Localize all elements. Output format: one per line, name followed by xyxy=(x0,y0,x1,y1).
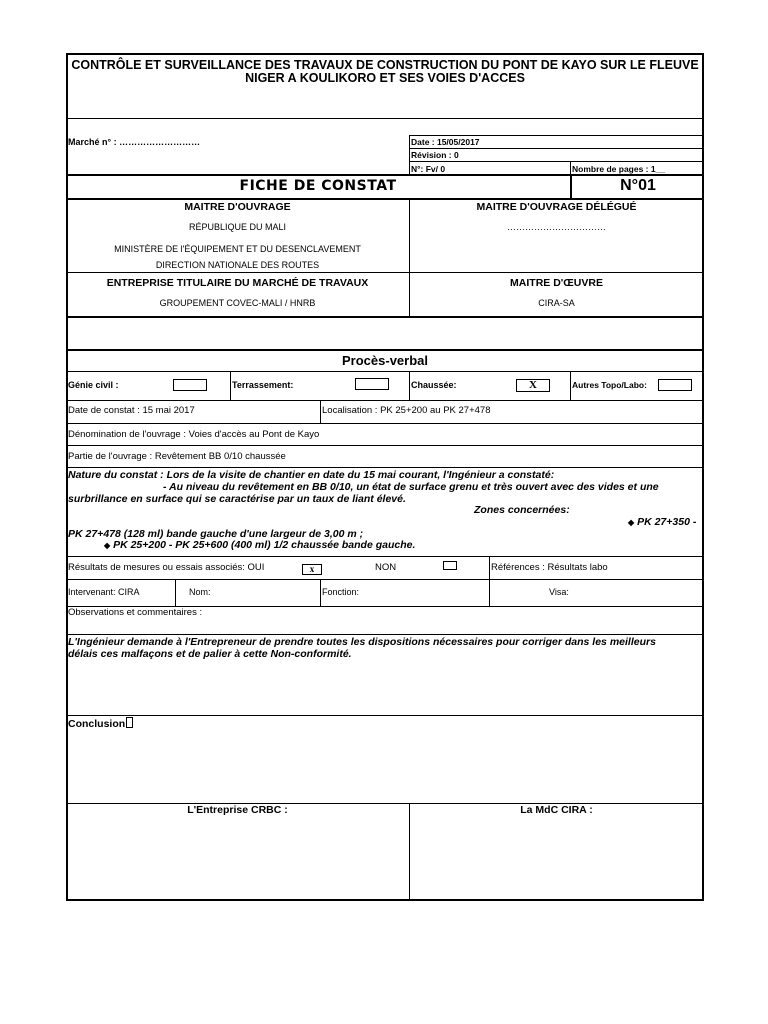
localisation: Localisation : PK 25+200 au PK 27+478 xyxy=(322,405,491,416)
divider xyxy=(230,371,231,401)
entreprise-value: GROUPEMENT COVEC-MALI / HNRB xyxy=(159,298,316,308)
divider xyxy=(320,400,321,424)
divider xyxy=(66,316,704,318)
placeholder-box-icon xyxy=(126,717,133,728)
divider xyxy=(409,135,410,175)
resultats-label: Résultats de mesures ou essais associés: OUI xyxy=(68,562,265,573)
marche-number: Marché n° : ……………………… xyxy=(68,137,201,147)
observations-label: Observations et commentaires : xyxy=(68,607,203,618)
divider xyxy=(409,135,704,136)
divider xyxy=(66,349,704,351)
conclusion-label-text: Conclusion xyxy=(68,718,126,730)
nature-constat-intro: Nature du constat : Lors de la visite de chantier en date du 15 mai courant, l'Ingénieur a constaté: xyxy=(68,469,555,481)
proces-verbal-title: Procès-verbal xyxy=(342,353,428,368)
terrassement-label: Terrassement: xyxy=(232,380,294,390)
signature-mdc: La MdC CIRA : xyxy=(520,804,593,816)
divider xyxy=(66,400,704,401)
partie-ouvrage: Partie de l'ouvrage : Revêtement BB 0/10 chaussée xyxy=(68,451,286,462)
divider xyxy=(66,634,704,635)
divider xyxy=(66,423,704,424)
terrassement-checkbox[interactable] xyxy=(355,378,389,390)
divider xyxy=(409,148,704,149)
divider xyxy=(320,579,321,607)
document-date: Date : 15/05/2017 xyxy=(411,137,480,147)
maitre-ouvrage-direction: DIRECTION NATIONALE DES ROUTES xyxy=(155,260,320,270)
zone-1-start-text: PK 27+350 - xyxy=(637,516,697,528)
fiche-title: FICHE DE CONSTAT xyxy=(239,178,397,194)
nature-constat-detail-cont: surbrillance en surface qui se caractérise par un taux de liant élevé. xyxy=(68,493,406,505)
genie-civil-checkbox[interactable] xyxy=(173,379,207,391)
autres-topo-labo-label: Autres Topo/Labo: xyxy=(572,380,647,390)
divider xyxy=(409,161,704,162)
oui-checkbox[interactable]: x xyxy=(302,564,322,575)
zone-1-detail: PK 27+478 (128 ml) bande gauche d'une largeur de 3,00 m ; xyxy=(68,528,364,540)
date-constat: Date de constat : 15 mai 2017 xyxy=(68,405,195,416)
document-title-line1: CONTRÔLE ET SURVEILLANCE DES TRAVAUX DE CONSTRUCTION DU PONT DE KAYO SUR LE FLEUVE xyxy=(71,58,699,72)
nom-label: Nom: xyxy=(189,587,211,597)
observations-text-line2: délais ces malfaçons et de palier à cette Non-conformité. xyxy=(68,648,352,660)
maitre-oeuvre-value: CIRA-SA xyxy=(538,298,575,308)
diamond-bullet-icon: ◆ xyxy=(104,541,111,550)
diamond-bullet-icon: ◆ xyxy=(628,518,635,527)
divider xyxy=(66,467,704,468)
conclusion-label xyxy=(68,717,133,730)
observations-text-line1: L'Ingénieur demande à l'Entrepreneur de prendre toutes les dispositions nécessaires pour corriger dans les meilleurs xyxy=(68,636,656,648)
document-number: N°: Fv/ 0 xyxy=(411,164,446,174)
non-label: NON xyxy=(375,562,397,573)
divider xyxy=(66,174,704,176)
page-count: Nombre de pages : 1__ xyxy=(572,164,666,174)
divider xyxy=(570,371,571,401)
divider xyxy=(66,556,704,557)
entreprise-title: ENTREPRISE TITULAIRE DU MARCHÉ DE TRAVAUX xyxy=(106,277,369,289)
references: Références : Résultats labo xyxy=(491,562,608,573)
zones-concernees-label: Zones concernées: xyxy=(474,504,570,516)
maitre-ouvrage-ministry: MINISTÈRE DE l'ÉQUIPEMENT ET DU DESENCLAVEMENT xyxy=(114,244,361,254)
genie-civil-label: Génie civil : xyxy=(68,380,119,390)
divider xyxy=(409,803,410,900)
zone-1-start xyxy=(628,516,696,528)
divider xyxy=(66,118,704,119)
divider xyxy=(66,198,704,200)
fonction-label: Fonction: xyxy=(322,587,360,597)
chaussee-label: Chaussée: xyxy=(411,380,457,390)
signature-entreprise: L'Entreprise CRBC : xyxy=(187,804,288,816)
maitre-ouvrage-title: MAITRE D'OUVRAGE xyxy=(184,201,291,213)
document-title-line2: NIGER A KOULIKORO ET SES VOIES D'ACCES xyxy=(245,71,525,85)
divider xyxy=(66,371,704,372)
divider xyxy=(66,272,704,273)
divider xyxy=(66,445,704,446)
divider xyxy=(409,371,410,401)
maitre-ouvrage-delegue-title: MAITRE D'OUVRAGE DÉLÉGUÉ xyxy=(476,201,637,213)
nature-constat-detail: - Au niveau du revêtement en BB 0/10, un état de surface grenu et très ouvert avec des vides et une xyxy=(163,481,659,493)
maitre-ouvrage-delegue-value: …………………………… xyxy=(507,222,606,232)
maitre-ouvrage-country: RÉPUBLIQUE DU MALI xyxy=(188,222,287,232)
divider xyxy=(66,715,704,716)
intervenant: Intervenant: CIRA xyxy=(68,587,140,597)
non-checkbox[interactable] xyxy=(443,561,457,570)
autres-topo-labo-checkbox[interactable] xyxy=(658,379,692,391)
divider xyxy=(175,579,176,607)
divider xyxy=(570,161,571,175)
document-revision: Révision : 0 xyxy=(411,150,459,160)
chaussee-checkbox[interactable]: X xyxy=(516,379,550,392)
divider xyxy=(489,556,490,607)
zone-2 xyxy=(104,539,415,551)
divider xyxy=(66,579,704,580)
maitre-oeuvre-title: MAITRE D'ŒUVRE xyxy=(510,277,603,289)
visa-label: Visa: xyxy=(549,587,569,597)
fiche-number: N°01 xyxy=(620,177,656,194)
denomination-ouvrage: Dénomination de l'ouvrage : Voies d'accès au Pont de Kayo xyxy=(68,429,320,440)
zone-2-text: PK 25+200 - PK 25+600 (400 ml) 1/2 chaussée bande gauche. xyxy=(113,539,416,551)
